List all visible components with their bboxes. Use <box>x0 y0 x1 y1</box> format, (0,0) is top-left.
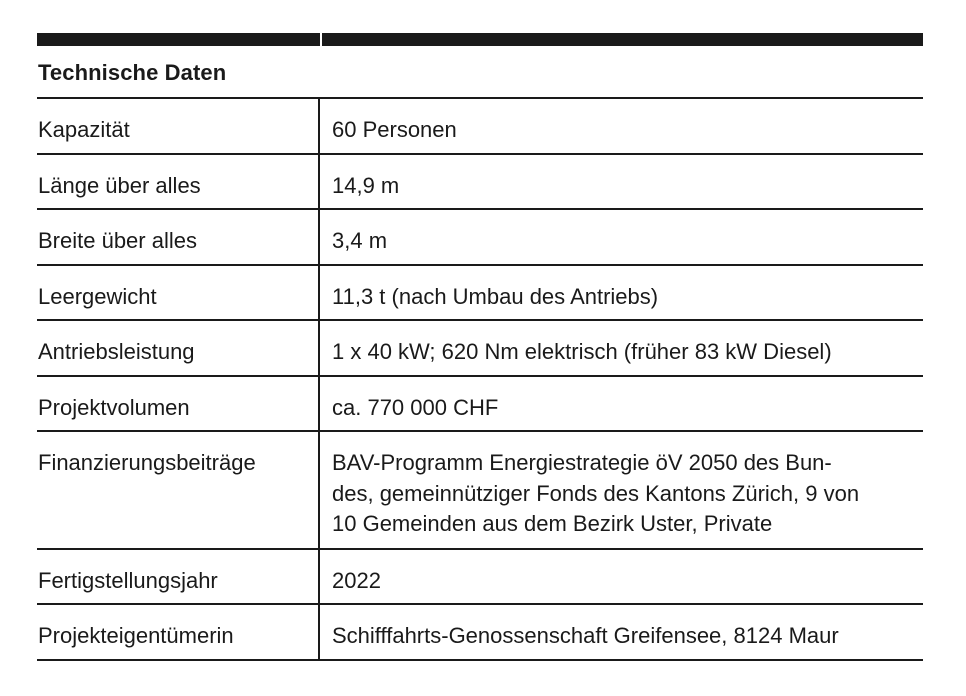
table-row <box>37 432 923 550</box>
row-label: Breite über alles <box>37 210 320 264</box>
row-value: 11,3 t (nach Umbau des Antriebs) <box>332 284 659 309</box>
table-row <box>37 155 923 210</box>
row-value: ca. 770 000 CHF <box>332 395 499 420</box>
row-value: 60 Personen <box>332 117 457 142</box>
row-value: 14,9 m <box>332 173 400 198</box>
row-value <box>320 432 923 548</box>
row-value: 1 x 40 kW; 620 Nm elektrisch (früher 83 kW Diesel) <box>332 339 832 364</box>
row-label: Länge über alles <box>37 155 320 208</box>
row-label: Antriebsleistung <box>37 321 320 375</box>
table-row <box>37 210 923 266</box>
row-label: Fertigstellungsjahr <box>37 550 320 603</box>
row-value: 2022 <box>332 568 381 593</box>
table-row <box>37 99 923 155</box>
table-row <box>37 321 923 377</box>
header-rule-divider <box>320 33 322 46</box>
row-value: 3,4 m <box>332 228 388 253</box>
technical-data-table <box>37 97 923 661</box>
row-label: Finanzierungsbeiträge <box>37 432 320 548</box>
row-label: Projekteigentümerin <box>37 605 320 659</box>
value-line: 10 Gemeinden aus dem Bezirk Uster, Private <box>332 511 773 536</box>
table-row <box>37 550 923 605</box>
row-label: Projektvolumen <box>37 377 320 430</box>
row-label: Leergewicht <box>37 266 320 319</box>
value-line: des, gemeinnütziger Fonds des Kantons Zürich, 9 von <box>332 480 860 506</box>
header-rule <box>37 33 923 46</box>
row-value: Schifffahrts-Genossenschaft Greifensee, 8124 Maur <box>332 623 839 648</box>
table-row <box>37 377 923 432</box>
table-row <box>37 266 923 321</box>
row-label: Kapazität <box>37 99 320 153</box>
value-line: BAV-Programm Energiestrategie öV 2050 des Bun- <box>332 450 832 475</box>
table-title: Technische Daten <box>38 60 227 85</box>
table-row <box>37 605 923 661</box>
